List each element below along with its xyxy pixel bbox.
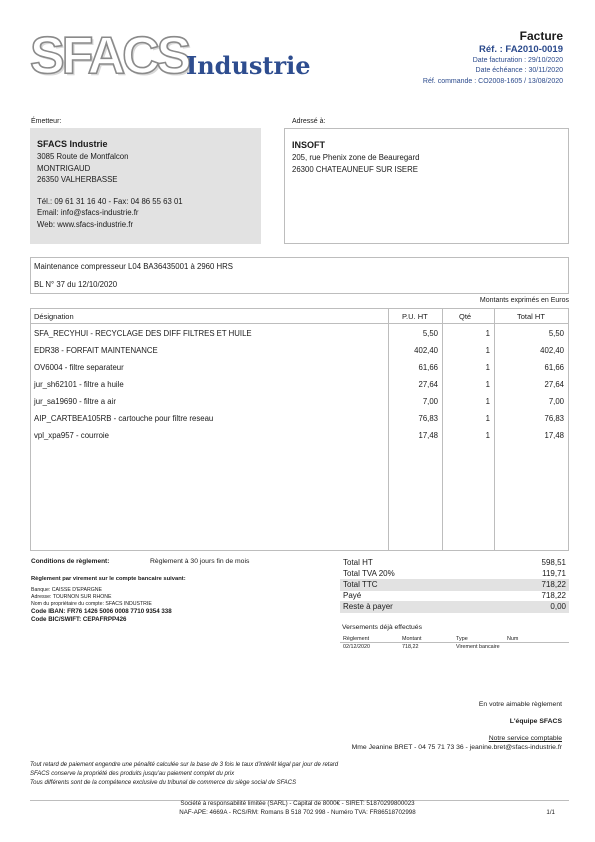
issuer-address-line: 26350 VALHERBASSE xyxy=(37,175,118,184)
row-quantity: 1 xyxy=(485,329,490,338)
recipient-label: Adressé à: xyxy=(292,118,326,125)
total-label: Total TVA 20% xyxy=(343,569,395,578)
table-row xyxy=(31,427,568,444)
transfer-title: Règlement par virement sur le compte bancaire suivant: xyxy=(31,576,186,582)
total-label: Total HT xyxy=(343,558,373,567)
payments-header-num: Num xyxy=(507,636,519,642)
company-logo xyxy=(30,27,320,90)
row-designation: AIP_CARTBEA105RB - cartouche pour filtre reseau xyxy=(34,414,214,423)
recipient-address-line: 26300 CHATEAUNEUF SUR ISERE xyxy=(292,164,418,174)
row-total: 17,48 xyxy=(544,431,564,440)
table-row xyxy=(31,342,568,359)
row-unit-price: 76,83 xyxy=(418,414,438,423)
row-unit-price: 27,64 xyxy=(418,380,438,389)
payment-date: 02/12/2020 xyxy=(343,644,370,650)
row-quantity: 1 xyxy=(485,431,490,440)
issuer-name: SFACS Industrie xyxy=(37,139,108,149)
row-unit-price: 402,40 xyxy=(414,346,438,355)
bic-code: Code BIC/SWIFT: CEPAFRPP426 xyxy=(31,616,127,623)
late-payment-notice: Tout retard de paiement engendre une pénalité calculée sur la base de 3 fois le taux d'intérêt légal par jour de retard xyxy=(30,762,339,768)
recipient-address-line: 205, rue Phenix zone de Beauregard xyxy=(292,153,420,162)
total-row xyxy=(340,601,569,613)
object-description: Maintenance compresseur L04 BA36435001 à 2960 HRS xyxy=(34,262,233,271)
row-designation: SFA_RECYHUI - RECYCLAGE DES DIFF FILTRES ET HUILE xyxy=(34,329,252,338)
issuer-email: Email: info@sfacs-industrie.fr xyxy=(37,208,139,217)
account-owner: Nom du propriétaire du compte: SFACS INDUSTRIE xyxy=(31,601,152,607)
closing-greeting: En votre aimable règlement xyxy=(478,701,562,708)
issuer-address-line: 3085 Route de Montfalcon xyxy=(37,152,129,161)
header-unit-price: P.U. HT xyxy=(402,312,428,321)
bank-details xyxy=(31,587,172,624)
table-row xyxy=(31,359,568,376)
table-row xyxy=(31,410,568,427)
total-label: Reste à payer xyxy=(343,602,393,611)
invoice-reference: Réf. : FA2010-0019 xyxy=(479,44,563,55)
payments-header-date: Règlement xyxy=(343,636,370,642)
total-label: Payé xyxy=(343,591,362,600)
ownership-notice: SFACS conserve la propriété des produits jusqu'au paiement complet du prix xyxy=(30,771,235,777)
table-row xyxy=(31,393,568,410)
accounting-service: Notre service comptable xyxy=(488,735,562,742)
logo-suffix-text: Industrie xyxy=(186,51,311,80)
total-value: 598,51 xyxy=(541,558,566,567)
row-designation: jur_sa19690 - filtre a air xyxy=(34,397,116,406)
row-unit-price: 5,50 xyxy=(422,329,438,338)
row-total: 27,64 xyxy=(544,380,564,389)
payment-terms-label: Conditions de règlement: xyxy=(31,558,110,565)
row-unit-price: 61,66 xyxy=(418,363,438,372)
issuer-website: Web: www.sfacs-industrie.fr xyxy=(37,219,134,229)
row-quantity: 1 xyxy=(485,346,490,355)
table-row xyxy=(31,376,568,393)
bank-address: Adresse: TOURNON SUR RHONE xyxy=(31,594,112,600)
issuer-label: Émetteur: xyxy=(31,118,62,125)
table-header xyxy=(31,309,568,324)
due-date: Date échéance : 30/11/2020 xyxy=(475,67,563,74)
bank-name: Banque: CAISSE D'EPARGNE xyxy=(31,587,102,593)
payment-amount: 718,22 xyxy=(402,644,419,650)
row-quantity: 1 xyxy=(485,397,490,406)
row-designation: jur_sh62101 - filtre a huile xyxy=(34,380,124,389)
team-signature: L'équipe SFACS xyxy=(509,718,562,725)
company-legal-info: Société à responsabilité limitée (SARL) - Capital de 8000€ - SIRET: 51870299800023 xyxy=(180,800,415,807)
delivery-note: BL N° 37 du 12/10/2020 xyxy=(34,280,118,289)
payments-header-amount: Montant xyxy=(402,636,422,642)
total-value: 0,00 xyxy=(550,602,566,611)
invoice-date: Date facturation : 29/10/2020 xyxy=(472,57,563,64)
total-value: 119,71 xyxy=(542,569,566,578)
order-reference: Réf. commande : CO2008-1605 / 13/08/2020 xyxy=(422,78,563,85)
total-label: Total TTC xyxy=(343,580,378,589)
row-total: 402,40 xyxy=(540,346,564,355)
invoice-object-box xyxy=(30,257,569,294)
payment-type: Virement bancaire xyxy=(456,644,500,650)
payments-title: Versements déjà effectués xyxy=(342,624,422,631)
total-value: 718,22 xyxy=(541,591,566,600)
issuer-phone: Tél.: 09 61 31 16 40 - Fax: 04 86 55 63 01 xyxy=(37,196,183,206)
document-title: Facture xyxy=(519,29,563,43)
row-unit-price: 7,00 xyxy=(422,397,438,406)
row-designation: vpl_xpa957 - courroie xyxy=(34,431,109,440)
row-quantity: 1 xyxy=(485,363,490,372)
payment-terms-value: Règlement à 30 jours fin de mois xyxy=(150,558,250,565)
payment-row xyxy=(340,643,569,651)
row-designation: OV6004 - filtre separateur xyxy=(34,363,124,372)
row-quantity: 1 xyxy=(485,414,490,423)
row-total: 7,00 xyxy=(548,397,564,406)
header-designation: Désignation xyxy=(34,312,74,321)
row-total: 76,83 xyxy=(544,414,564,423)
invoice-lines-table xyxy=(30,308,569,551)
row-total: 61,66 xyxy=(544,363,564,372)
table-row xyxy=(31,325,568,342)
row-quantity: 1 xyxy=(485,380,490,389)
currency-note: Montants exprimés en Euros xyxy=(479,297,569,304)
recipient-name: INSOFT xyxy=(292,140,325,150)
jurisdiction-notice: Tous différents sont de la compétence exclusive du tribunal de commerce du siège social de SFACS xyxy=(30,780,297,786)
row-unit-price: 17,48 xyxy=(418,431,438,440)
payments-header xyxy=(340,635,569,643)
page-number: 1/1 xyxy=(546,809,555,816)
issuer-box xyxy=(30,128,261,244)
iban-code: Code IBAN: FR76 1426 5006 0008 7710 9354 338 xyxy=(31,608,172,615)
total-value: 718,22 xyxy=(541,580,566,589)
issuer-address-line: MONTRIGAUD xyxy=(37,163,91,173)
header-quantity: Qté xyxy=(459,312,472,321)
row-total: 5,50 xyxy=(548,329,564,338)
payments-header-type: Type xyxy=(456,636,468,642)
accounting-contact: Mme Jeanine BRET - 04 75 71 73 36 - jeanine.bret@sfacs-industrie.fr xyxy=(351,744,562,751)
recipient-box xyxy=(284,128,569,244)
logo-brand-text: SFACS xyxy=(30,27,189,85)
header-total: Total HT xyxy=(517,312,545,321)
row-designation: EDR38 - FORFAIT MAINTENANCE xyxy=(34,346,158,355)
company-registration-info: NAF-APE: 4669A - RCS/RM: Romans B 518 702 998 - Numéro TVA: FR86518702998 xyxy=(179,809,416,816)
